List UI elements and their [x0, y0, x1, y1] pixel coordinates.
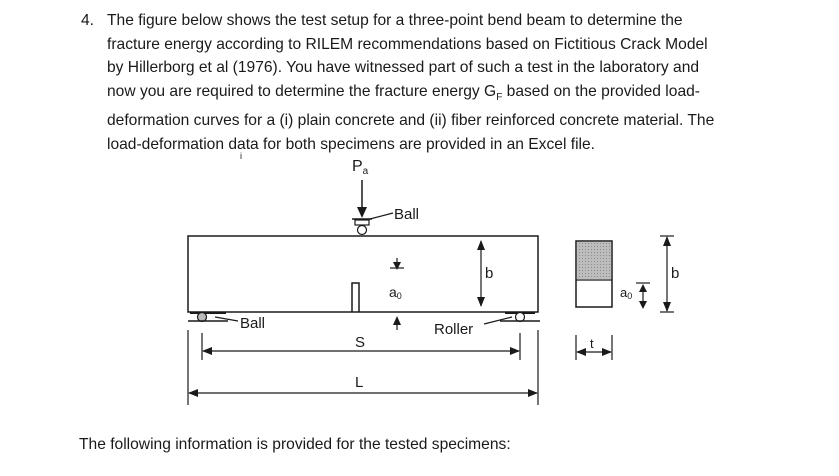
question-line-2: fracture energy according to RILEM recommendations based on Fictitious Crack Model	[107, 35, 708, 53]
depth-label: b	[485, 265, 494, 282]
section-notch-arrowhead	[639, 284, 647, 292]
load-label: Pa	[352, 158, 369, 177]
top-ball-icon	[358, 226, 367, 235]
left-support-label: Ball	[240, 315, 266, 332]
cross-section-shaded	[577, 242, 611, 279]
load-arrowhead	[357, 207, 367, 218]
section-width-label: t	[590, 336, 594, 351]
left-ball-icon	[198, 313, 207, 322]
question-line-1: The figure below shows the test setup for a three-point bend beam to determine the	[107, 12, 683, 29]
right-support-label: Roller	[434, 321, 474, 338]
question-line-6: load-deformation data for both specimens are provided in an Excel file.	[107, 136, 596, 154]
section-notch-arrowhead-bottom	[639, 301, 647, 309]
top-support-label: Ball	[394, 206, 420, 223]
question-line-3: by Hillerborg et al (1976). You have witnessed part of such a test in the laboratory and	[107, 59, 700, 77]
notch-arrowhead-bottom	[393, 316, 401, 325]
top-support-block	[355, 220, 369, 225]
length-label: L	[355, 374, 364, 391]
roller-icon	[516, 313, 525, 322]
footer-text: The following information is provided for the tested specimens:	[79, 436, 511, 453]
question-line-4-head: now you are required to determine the fracture energy G	[107, 82, 497, 100]
fracture-energy-subscript: F	[496, 91, 503, 103]
section-notch-label: a0	[620, 285, 633, 301]
notch-label: a0	[389, 284, 402, 301]
stray-mark: i	[240, 151, 242, 161]
question-line-5: deformation curves for a (i) plain concrete and (ii) fiber reinforced concrete material. The	[107, 112, 715, 130]
question-line-4-tail: based on the provided load-	[502, 82, 700, 100]
section-depth-label: b	[671, 265, 680, 282]
top-ball-leader	[366, 213, 393, 220]
question-number: 4.	[81, 12, 95, 29]
span-label: S	[355, 334, 366, 351]
